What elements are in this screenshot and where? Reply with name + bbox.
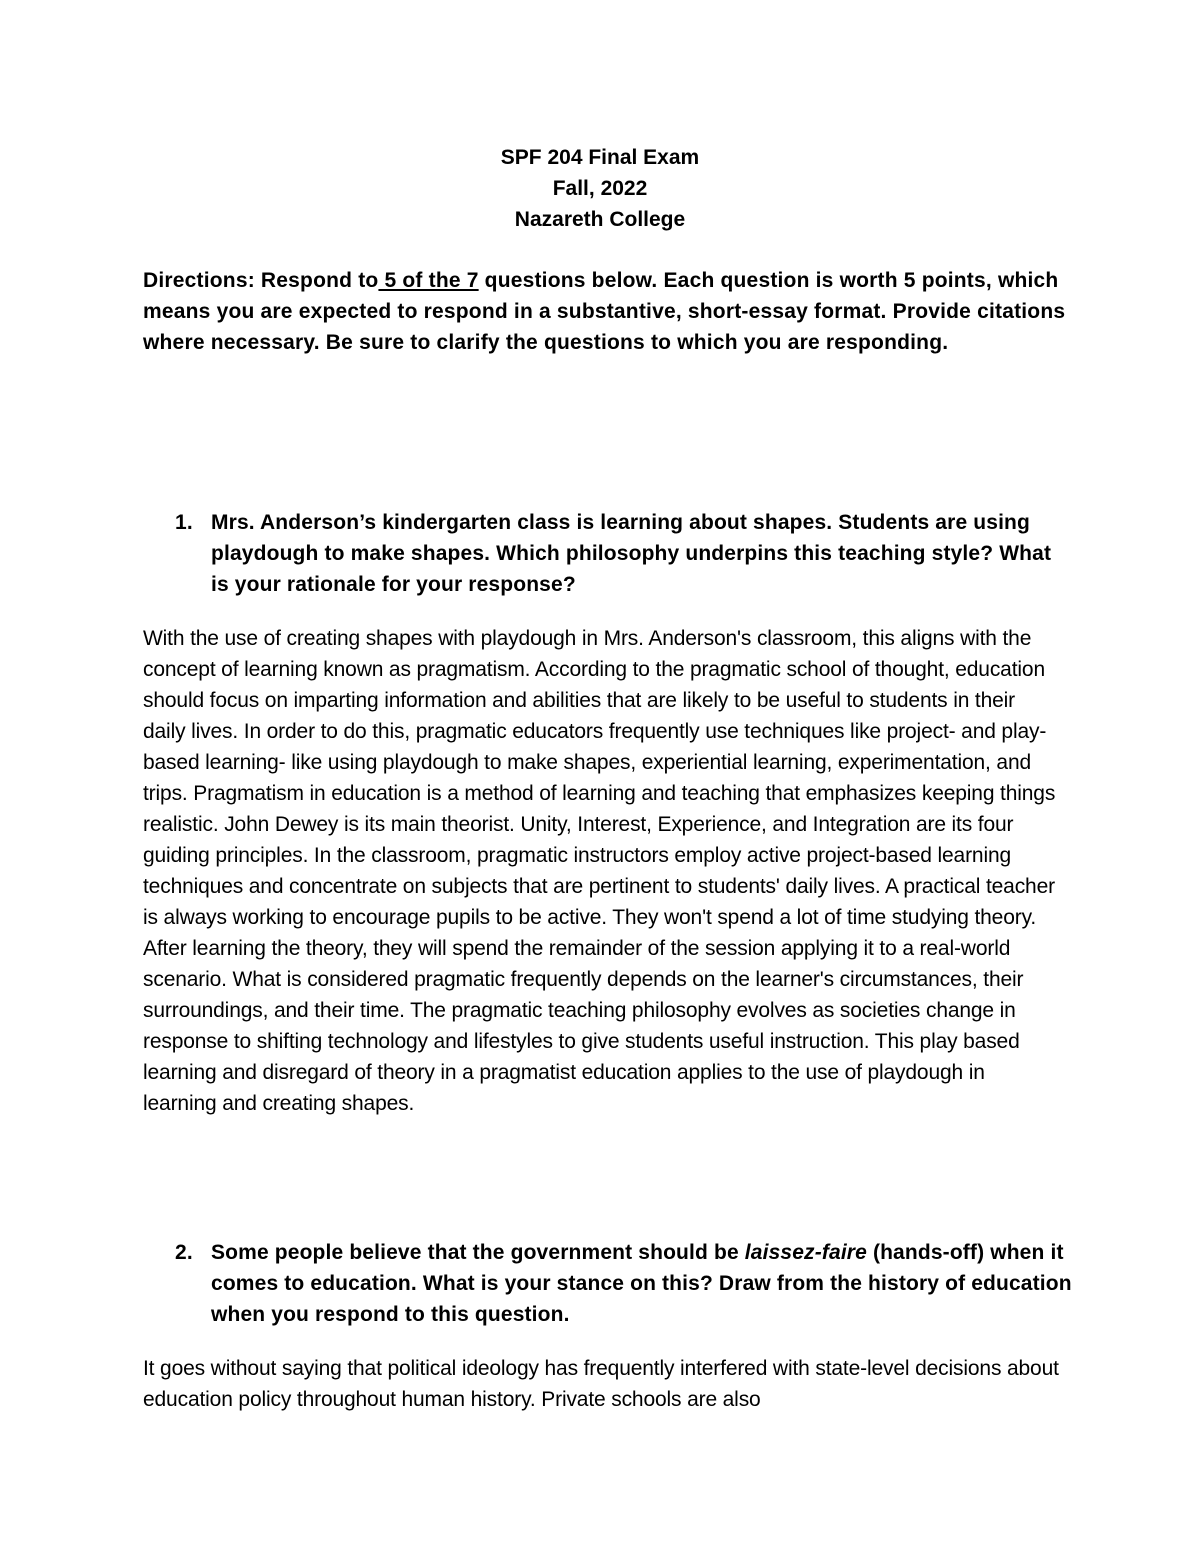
- question-text-rest: (hands-off) when it comes to education. What is your stance on this? Draw from the history of education when you respond to this question.: [211, 1241, 1072, 1326]
- college-name: Nazareth College: [514, 208, 686, 231]
- question-text-emphasis: laissez-faire: [744, 1241, 867, 1264]
- question-1: [143, 507, 1073, 600]
- question-number: 2.: [175, 1241, 193, 1264]
- directions-count: 5 of the 7: [378, 269, 479, 292]
- course-title: SPF 204 Final Exam: [500, 146, 700, 169]
- answer-1: With the use of creating shapes with playdough in Mrs. Anderson's classroom, this aligns with the concept of learning known as pragmatism. According to the pragmatic school of thought, education should focus on imparting information and abilities that are likely to be useful to students in their daily lives. In order to do this, pragmatic educators frequently use techniques like project- and play-based learning- like using playdough to make shapes, experiential learning, experimentation, and trips. Pragmatism in education is a method of learning and teaching that emphasizes keeping things realistic. John Dewey is its main theorist. Unity, Interest, Experience, and Integration are its four guiding principles. In the classroom, pragmatic instructors employ active project-based learning techniques and concentrate on subjects that are pertinent to students' daily lives. A practical teacher is always working to encourage pupils to be active. They won't spend a lot of time studying theory. After learning the theory, they will spend the remainder of the session applying it to a real-world scenario. What is considered pragmatic frequently depends on the learner's circumstances, their surroundings, and their time. The pragmatic teaching philosophy evolves as societies change in response to shifting technology and lifestyles to give students useful instruction. This play based learning and disregard of theory in a pragmatist education applies to the use of playdough in learning and creating shapes.: [143, 627, 1056, 1115]
- answer-2: It goes without saying that political ideology has frequently interfered with state-level decisions about education policy throughout human history. Private schools are also: [143, 1357, 1059, 1411]
- exam-header: [0, 142, 1200, 235]
- term-label: Fall, 2022: [552, 177, 648, 200]
- question-text: Mrs. Anderson’s kindergarten class is learning about shapes. Students are using playdough to make shapes. Which philosophy underpins this teaching style? What is your rationale for your response?: [211, 511, 1052, 596]
- question-2: [143, 1237, 1073, 1330]
- directions-lead: Directions: Respond to: [143, 269, 379, 292]
- question-text: [211, 1237, 1073, 1330]
- directions-paragraph: [143, 265, 1073, 358]
- question-text-lead: Some people believe that the government should be: [211, 1241, 745, 1264]
- directions-rest: questions below. Each question is worth 5 points, which means you are expected to respond in a substantive, short-essay format. Provide citations where necessary. Be sure to clarify the questions to which you are responding.: [143, 269, 1066, 354]
- question-number: 1.: [175, 511, 193, 534]
